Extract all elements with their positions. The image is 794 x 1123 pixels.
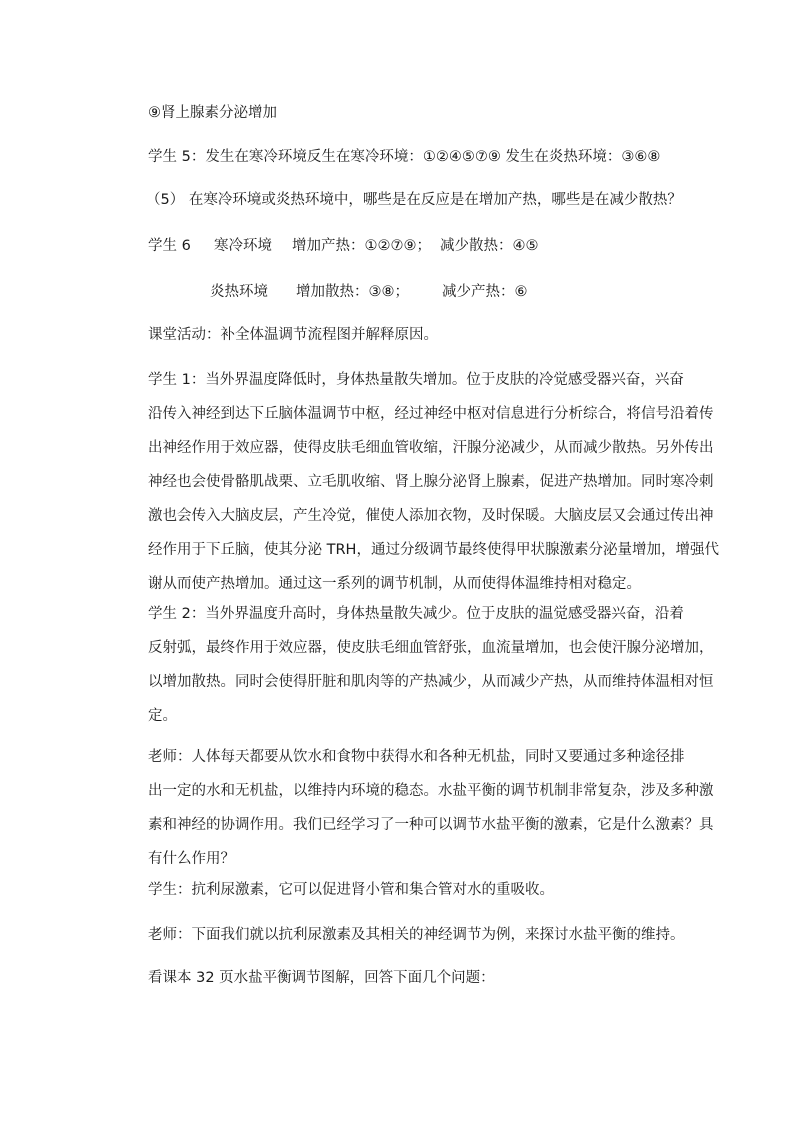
answer-line-hot (210, 282, 528, 302)
answer-line-cold (148, 236, 539, 256)
activity-line: 课堂活动：补全体温调节流程图并解释原因。 (148, 327, 438, 343)
answer-text: 增加产热：①②⑦⑨； (292, 238, 431, 254)
text-line: 老师：下面我们就以抗利尿激素及其相关的神经调节为例，来探讨水盐平衡的维持。 (148, 927, 685, 943)
paragraph-row: 谢从而使产热增加。通过这一系列的调节机制，从而使得体温维持相对稳定。 (148, 576, 641, 592)
answer-text: 增加散热：③⑧； (296, 284, 409, 300)
paragraph-row: 以增加散热。同时会使得肝脏和肌肉等的产热减少，从而减少产热，从而维持体温相对恒 (148, 674, 714, 690)
text-line: 看课本 32 页水盐平衡调节图解，回答下面几个问题： (148, 970, 495, 986)
paragraph-row: 激也会传入大脑皮层，产生冷觉，催使人添加衣物，及时保暖。大脑皮层又会通过传出神 (148, 508, 714, 524)
paragraph-row: 学生 1：当外界温度降低时，身体热量散失增加。位于皮肤的冷觉感受器兴奋，兴奋 (148, 372, 684, 388)
paragraph-row: 老师：人体每天都要从饮水和食物中获得水和各种无机盐，同时又要通过多种途径排 (148, 749, 685, 765)
text-line: 学生 5：发生在寒冷环境反生在寒冷环境：①②④⑤⑦⑨ 发生在炎热环境：③⑥⑧ (148, 149, 661, 165)
paragraph-row: 有什么作用？ (148, 851, 235, 867)
answer-text: 减少产热：⑥ (442, 284, 528, 300)
paragraph-row: 学生 2：当外界温度升高时，身体热量散失减少。位于皮肤的温觉感受器兴奋，沿着 (148, 606, 684, 622)
env-label: 寒冷环境 (214, 238, 272, 254)
paragraph-student1 (148, 363, 719, 601)
paragraph-row: 反射弧，最终作用于效应器，使皮肤毛细血管舒张，血流量增加，也会使汗腺分泌增加， (148, 640, 714, 656)
speaker-label: 学生 6 (148, 238, 191, 254)
paragraph-row: 出神经作用于效应器，使得皮肤毛细血管收缩，汗腺分泌减少，从而减少散热。另外传出 (148, 440, 714, 456)
paragraph-row: 经作用于下丘脑，使其分泌 TRH，通过分级调节最终使得甲状腺激素分泌量增加，增强代 (148, 542, 719, 558)
paragraph-teacher (148, 740, 714, 876)
question-line: （5） 在寒冷环境或炎热环境中，哪些是在反应是在增加产热，哪些是在减少散热？ (146, 192, 682, 208)
env-label: 炎热环境 (210, 284, 268, 300)
paragraph-row: 素和神经的协调作用。我们已经学习了一种可以调节水盐平衡的激素，它是什么激素？具 (148, 817, 714, 833)
paragraph-row: 沿传入神经到达下丘脑体温调节中枢，经过神经中枢对信息进行分析综合，将信号沿着传 (148, 406, 714, 422)
paragraph-row: 神经也会使骨骼肌战栗、立毛肌收缩、肾上腺分泌肾上腺素，促进产热增加。同时寒冷刺 (148, 474, 714, 490)
paragraph-row: 定。 (148, 708, 177, 724)
text-line: 学生：抗利尿激素，它可以促进肾小管和集合管对水的重吸收。 (148, 882, 554, 898)
paragraph-student2 (148, 597, 714, 733)
answer-text: 减少散热：④⑤ (440, 238, 539, 254)
paragraph-row: 出一定的水和无机盐，以维持内环境的稳态。水盐平衡的调节机制非常复杂，涉及多种激 (148, 783, 714, 799)
text-line: ⑨肾上腺素分泌增加 (148, 105, 277, 121)
